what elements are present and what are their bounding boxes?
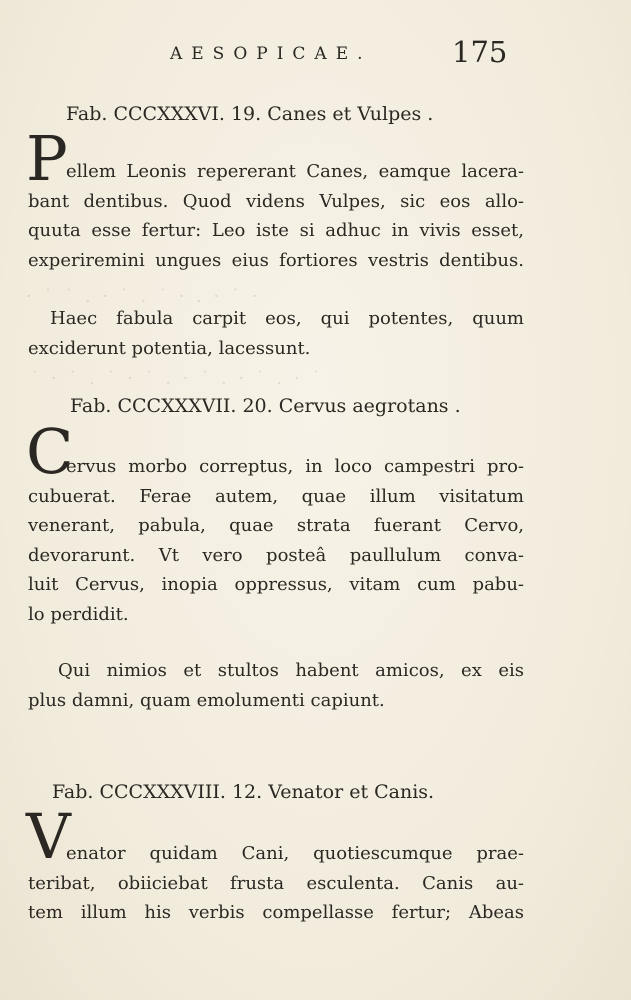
text-line: plus damni, quam emolumenti capiunt. [28, 689, 385, 711]
text-line: enator quidam Cani, quotiescumque prae- [66, 843, 524, 864]
fable-moral [28, 304, 524, 363]
fable-heading: Fab. CCCXXXVII. 20. Cervus aegrotans . [70, 395, 461, 417]
text-line: ervus morbo correptus, in loco campestri pro- [66, 456, 524, 477]
fable-paragraph [28, 157, 524, 275]
fable-heading: Fab. CCCXXXVIII. 12. Venator et Canis. [52, 781, 435, 803]
text-line: bant dentibus. Quod videns Vulpes, sic eos allo- [28, 190, 524, 212]
text-line: devorarunt. Vt vero posteâ paullulum conva- [28, 544, 524, 566]
running-head [0, 35, 631, 72]
text-line: Haec fabula carpit eos, qui potentes, quum [50, 308, 524, 329]
text-line: cubuerat. Ferae autem, quae illum visitatum [28, 485, 524, 507]
text-line: quuta esse fertur: Leo iste si adhuc in vivis esset, [28, 220, 524, 241]
drop-cap: V [26, 800, 71, 873]
fable-paragraph [28, 452, 524, 629]
text-line: lo perdidit. [28, 603, 129, 625]
running-title: AESOPICAE. [170, 44, 372, 64]
text-line: ellem Leonis repererant Canes, eamque lacera- [66, 161, 524, 182]
text-line: venerant, pabula, quae strata fuerant Cervo, [28, 515, 524, 536]
text-line: tem illum his verbis compellasse fertur; Abeas [28, 902, 524, 923]
page-number: 175 [452, 35, 508, 69]
drop-cap: P [26, 122, 68, 195]
text-line: exciderunt potentia, lacessunt. [28, 337, 311, 359]
text-line: experiremini ungues eius fortiores vestris dentibus. [28, 249, 524, 271]
show-through-marks: ˙ · ˙ . ˙ · ˙ . · ˙ . · ˙ . · ˙ [30, 368, 324, 389]
fable-paragraph [28, 839, 524, 928]
text-line: teribat, obiiciebat frusta esculenta. Canis au- [28, 872, 524, 894]
fable-moral [28, 656, 524, 715]
text-line: luit Cervus, inopia oppressus, vitam cum pabu- [28, 574, 524, 595]
drop-cap: C [26, 415, 74, 488]
text-line: Qui nimios et stultos habent amicos, ex eis [58, 660, 524, 681]
fable-heading: Fab. CCCXXXVI. 19. Canes et Vulpes . [66, 103, 434, 125]
show-through-marks: · ˙ ˙ . · ˙ . ˙ · . · ˙ · [26, 286, 261, 307]
